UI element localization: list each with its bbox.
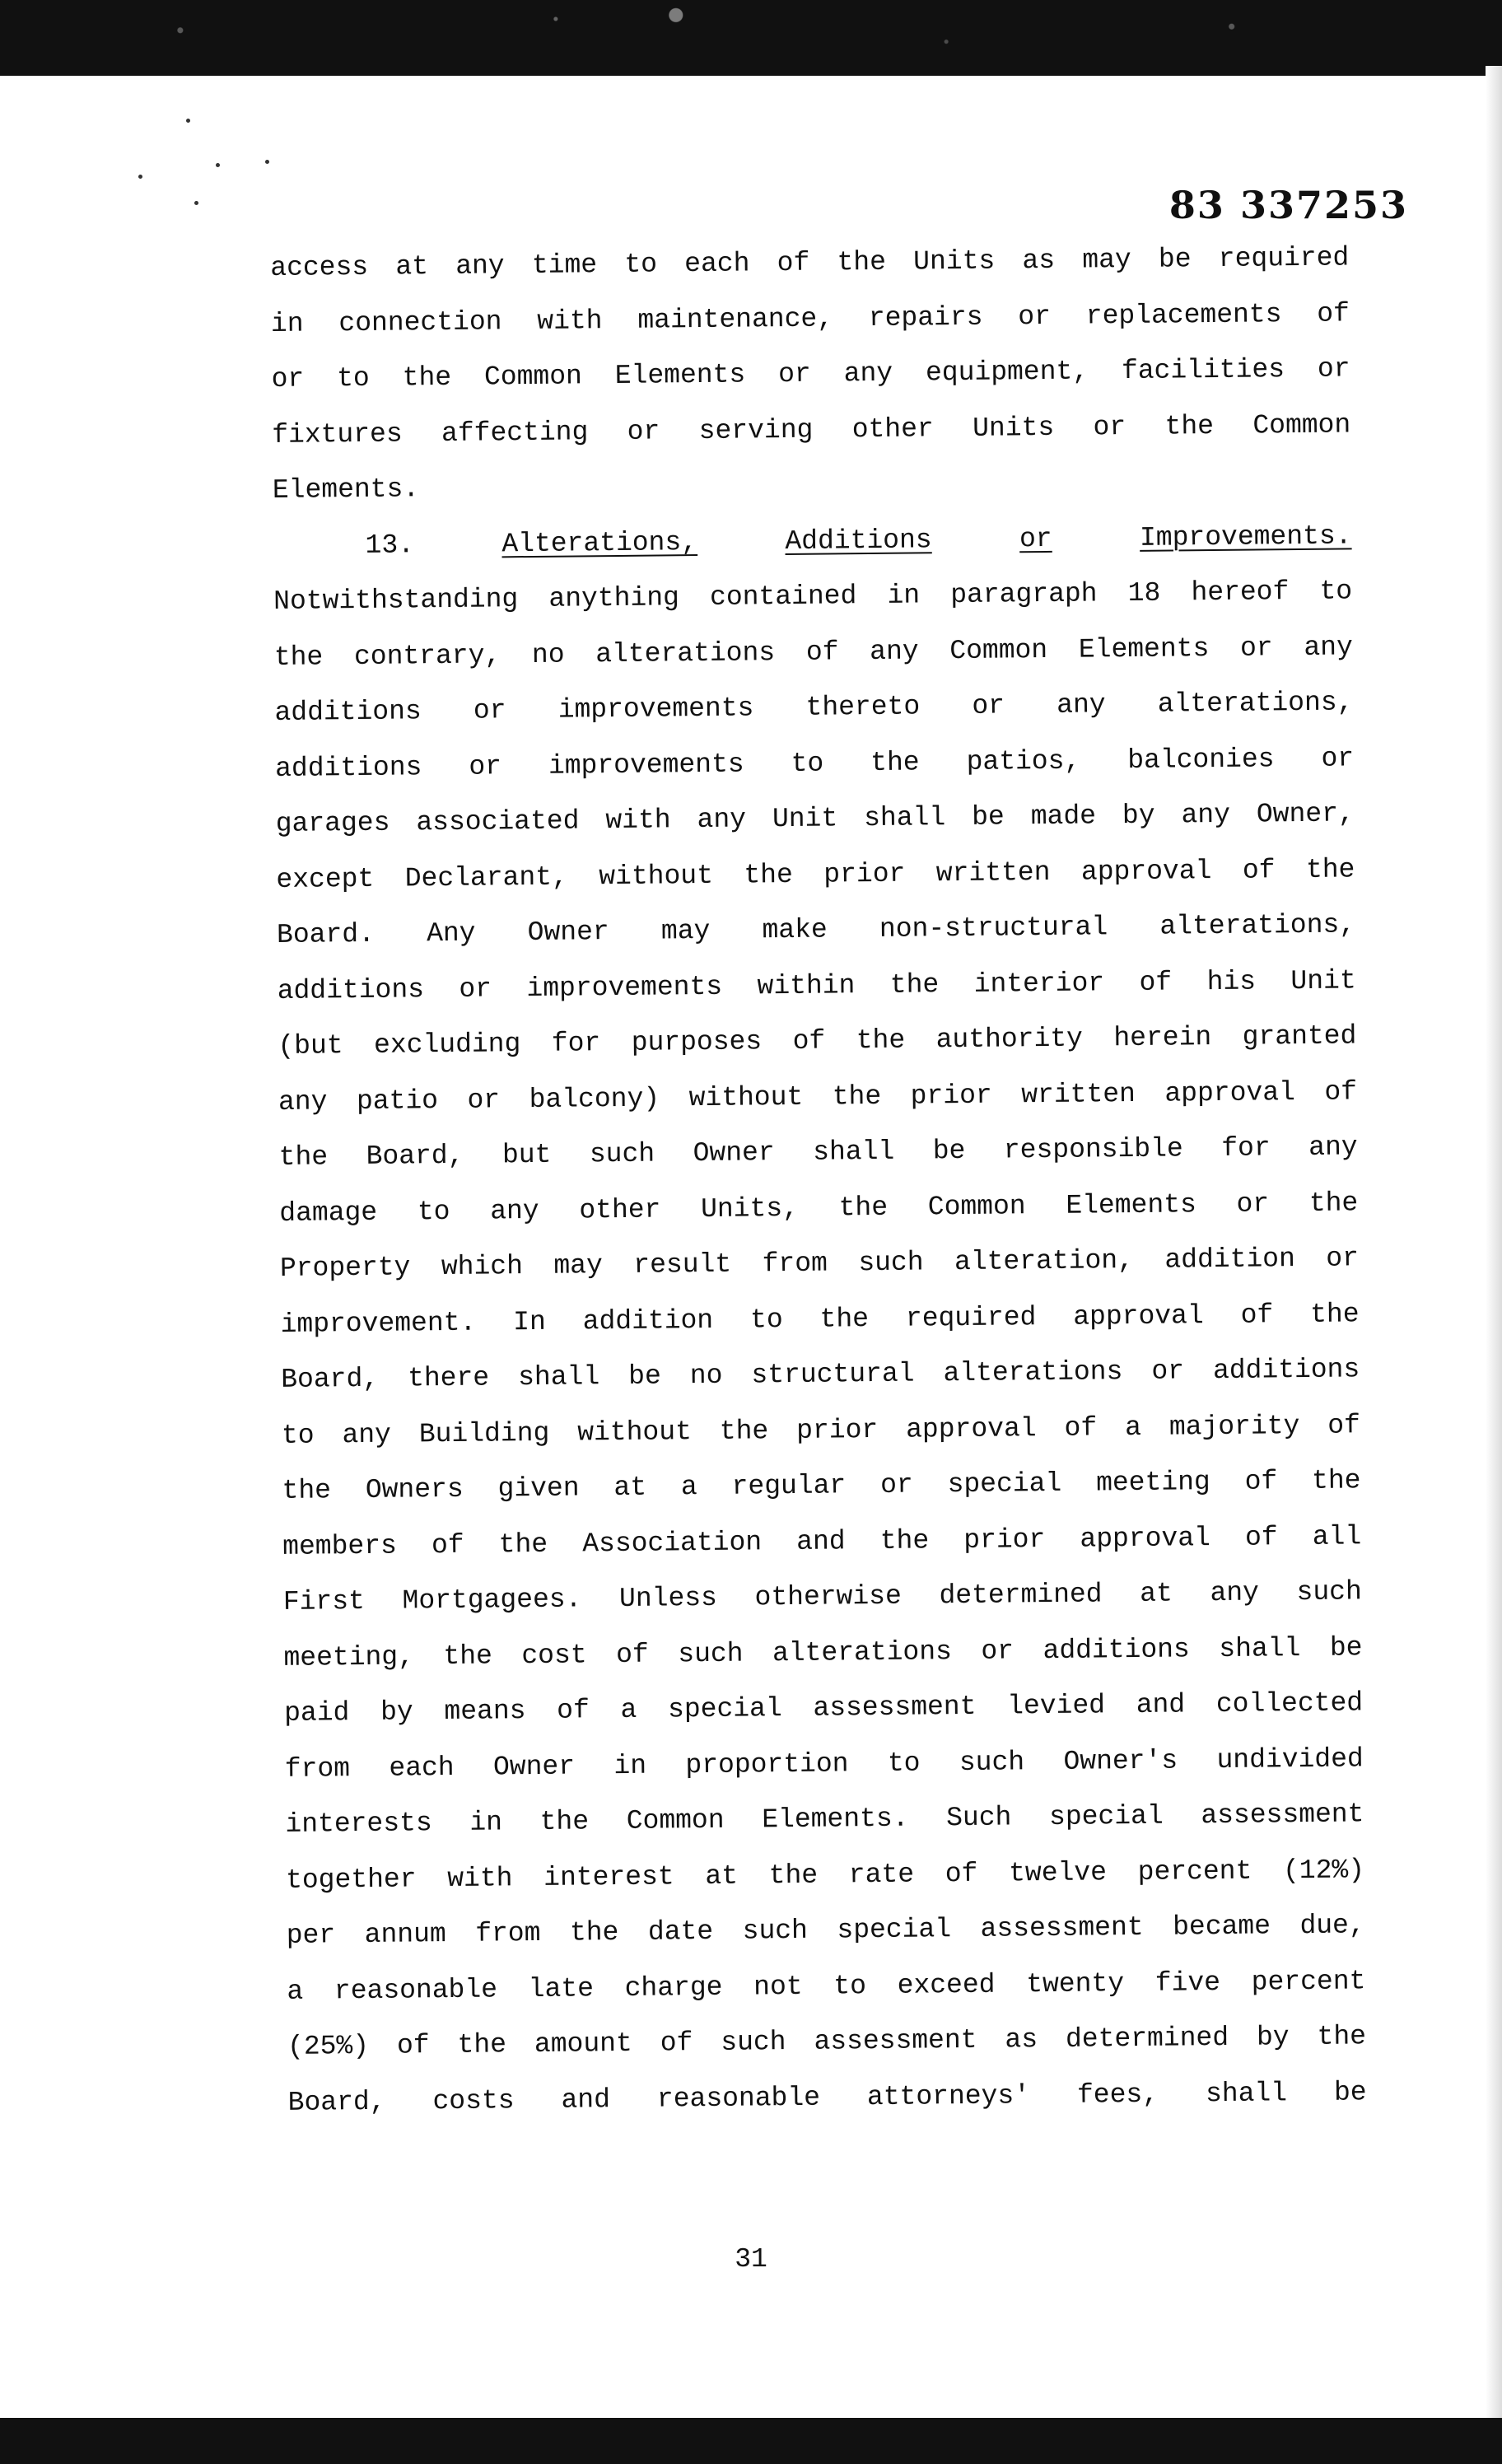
body-line: Property which may result from such alteration, addition or <box>279 1243 1360 1284</box>
scan-border-right <box>1486 66 1502 2429</box>
body-line: (but excluding for purposes of the authority herein granted <box>278 1020 1357 1062</box>
scan-speck <box>194 201 198 205</box>
body-line: additions or improvements within the interior of his Unit <box>277 964 1356 1006</box>
section-heading <box>273 508 1352 574</box>
body-line: Board, there shall be no structural alterations or additions <box>281 1354 1360 1395</box>
body-line: Board. Any Owner may make non-structural alterations, <box>276 909 1356 950</box>
body-line: Elements. <box>272 474 420 506</box>
body-line: members of the Association and the prior approval of all <box>282 1520 1362 1562</box>
body-line: to any Building without the prior approval of a majority of <box>281 1409 1361 1451</box>
body-line: or to the Common Elements or any equipment, facilities or <box>271 353 1350 394</box>
body-line: garages associated with any Unit shall be made by any Owner, <box>275 798 1355 839</box>
body-line: the Owners given at a regular or special meeting of the <box>282 1465 1361 1506</box>
body-line: First Mortgagees. Unless otherwise determined at any such <box>282 1576 1362 1617</box>
body-line: interests in the Common Elements. Such special assessment <box>285 1799 1364 1840</box>
body-line: additions or improvements to the patios, balconies or <box>274 742 1355 784</box>
section-heading-word: Improvements. <box>1139 520 1352 553</box>
body-line: Board, costs and reasonable attorneys' fees, shall be <box>287 2076 1367 2118</box>
body-line: except Declarant, without the prior written approval of the <box>276 853 1355 895</box>
body-line: together with interest at the rate of twelve percent (12%) <box>285 1854 1365 1896</box>
body-line: additions or improvements thereto or any alterations, <box>274 687 1354 728</box>
body-line: the contrary, no alterations of any Common Elements or any <box>273 631 1353 673</box>
document-body <box>270 230 1367 2130</box>
page-number: 31 <box>735 2244 767 2275</box>
section-heading-word: Alterations, <box>501 526 698 559</box>
document-number: 83 337253 <box>1168 183 1408 227</box>
body-line: per annum from the date such special assessment became due, <box>286 1910 1365 1951</box>
scan-speck <box>265 160 269 164</box>
body-line: in connection with maintenance, repairs or replacements of <box>270 297 1350 339</box>
body-line: paid by means of a special assessment levied and collected <box>283 1687 1364 1729</box>
section-heading-word: Additions <box>785 524 932 557</box>
scan-noise <box>0 0 1502 76</box>
body-line: access at any time to each of the Units as may be required <box>270 242 1350 283</box>
scan-border-top <box>0 0 1502 76</box>
scan-speck <box>186 119 190 123</box>
body-line: the Board, but such Owner shall be responsible for any <box>278 1132 1358 1173</box>
body-line: meeting, the cost of such alterations or additions shall be <box>283 1631 1363 1673</box>
body-line: from each Owner in proportion to such Owner's undivided <box>284 1743 1364 1785</box>
scan-speck <box>138 175 142 179</box>
body-line: fixtures affecting or serving other Units or the Common <box>272 408 1351 450</box>
body-line: improvement. In addition to the required approval of the <box>280 1298 1360 1340</box>
section-heading-word: or <box>1019 523 1052 554</box>
body-line: a reasonable late charge not to exceed twenty five percent <box>287 1965 1366 2007</box>
scan-border-bottom <box>0 2418 1502 2464</box>
body-line: any patio or balcony) without the prior written approval of <box>278 1076 1358 1118</box>
scan-speck <box>216 163 220 167</box>
body-line: damage to any other Units, the Common Elements or the <box>279 1187 1359 1229</box>
section-number: 13. <box>365 529 415 561</box>
body-line: (25%) of the amount of such assessment as determined by the <box>287 2021 1367 2062</box>
body-line: Notwithstanding anything contained in paragraph 18 hereof to <box>273 576 1353 617</box>
